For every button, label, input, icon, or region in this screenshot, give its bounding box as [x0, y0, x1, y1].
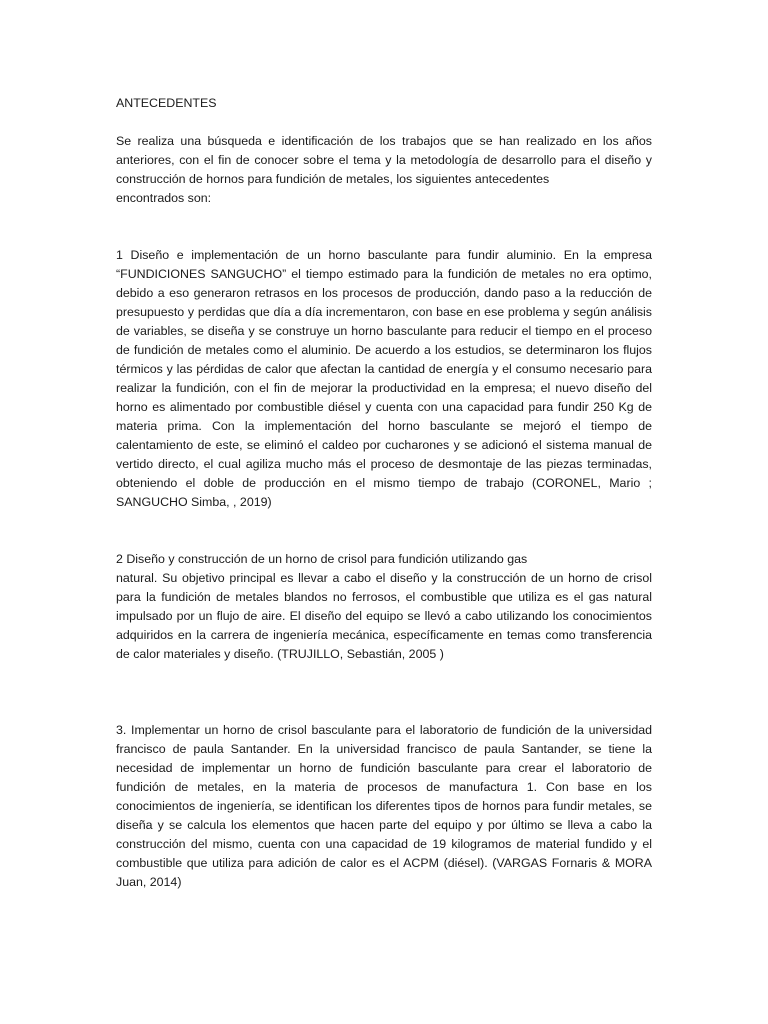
spacer [116, 113, 652, 132]
antecedent-2-title: 2 Diseño y construcción de un horno de crisol para fundición utilizando gas [116, 552, 528, 566]
spacer [116, 664, 652, 721]
intro-tail: encontrados son: [116, 191, 212, 205]
intro-text: Se realiza una búsqueda e identificación de los trabajos que se han realizado en los años anteriores, con el fin de conocer sobre el tema y la metodología de desarrollo para el diseño y construcción de hornos para fundición de metales, los siguientes antecedentes [116, 134, 652, 186]
antecedent-3-paragraph: 3. Implementar un horno de crisol basculante para el laboratorio de fundición de la universidad francisco de paula Santander. En la universidad francisco de paula Santander, se tiene la necesidad de implementar un horno de fundición basculante para crear el laboratorio de fundición de metales, en la materia de procesos de manufactura 1. Con base en los conocimientos de ingeniería, se identifican los diferentes tipos de hornos para fundir metales, se diseña y se calcula los elementos que hacen parte del equipo y por último se lleva a cabo la construcción del mismo, cuenta con una capacidad de 19 kilogramos de material fundido y el combustible que utiliza para adición de calor es el ACPM (diésel). (VARGAS Fornaris & MORA Juan, 2014) [116, 723, 652, 889]
document-heading: ANTECEDENTES [116, 96, 217, 110]
antecedent-2-paragraph: natural. Su objetivo principal es llevar a cabo el diseño y la construcción de un horno de crisol para la fundición de metales blandos no ferrosos, el combustible que utiliza es el gas natural impulsado por un flujo de aire. El diseño del equipo se llevó a cabo utilizando los conocimientos adquiridos en la carrera de ingeniería mecánica, específicamente en temas como transferencia de calor materiales y diseño. (TRUJILLO, Sebastián, 2005 ) [116, 571, 652, 661]
spacer [116, 512, 652, 550]
document-page [116, 94, 652, 892]
antecedent-1-paragraph: 1 Diseño e implementación de un horno basculante para fundir aluminio. En la empresa “FUNDICIONES SANGUCHO” el tiempo estimado para la fundición de metales no era optimo, debido a eso generaron retrasos en los procesos de producción, dando paso a la reducción de presupuesto y perdidas que día a día incrementaron, con base en ese problema y según análisis de variables, se diseña y se construye un horno basculante para reducir el tiempo en el proceso de fundición de metales como el aluminio. De acuerdo a los estudios, se determinaron los flujos térmicos y las pérdidas de calor que afectan la cantidad de energía y el consumo necesario para realizar la fundición, con el fin de mejorar la productividad en la empresa; el nuevo diseño del horno es alimentado por combustible diésel y cuenta con una capacidad para fundir 250 Kg de materia prima. Con la implementación del horno basculante se mejoró el tiempo de calentamiento de este, se eliminó el caldeo por cucharones y se adicionó el sistema manual de vertido directo, el cual agiliza mucho más el proceso de desmontaje de las piezas terminadas, obteniendo el doble de producción en el mismo tiempo de trabajo (CORONEL, Mario ; SANGUCHO Simba, , 2019) [116, 248, 652, 509]
intro-paragraph [116, 132, 652, 189]
spacer [116, 208, 652, 246]
